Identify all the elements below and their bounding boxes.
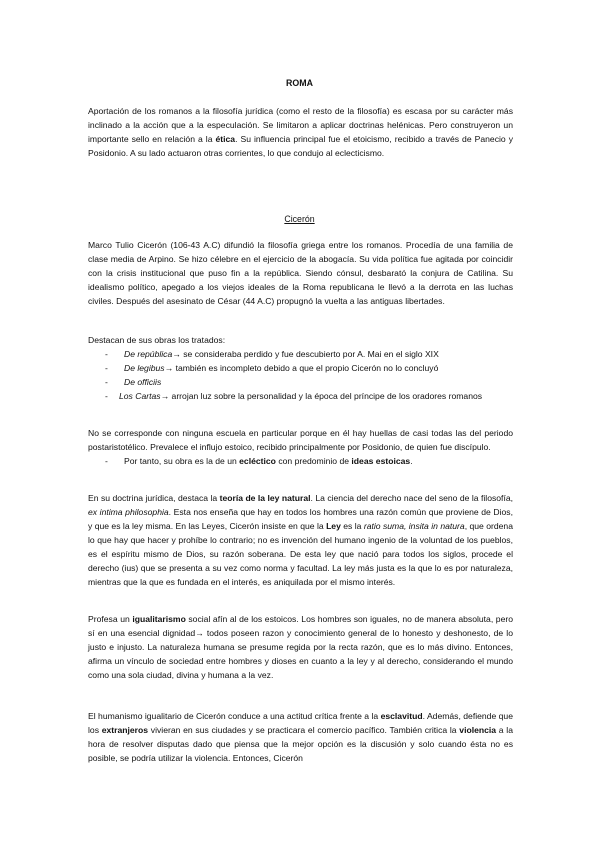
- work-description: arrojan luz sobre la personalidad y la época del príncipe de los oradores romanos: [169, 391, 483, 401]
- law-text: . Esta nos enseña que hay en todos los hombres una razón común que proviene de Dios, y que es la ley misma. En las Leyes, Cicerón insiste en que la: [88, 507, 513, 531]
- works-list: [88, 347, 513, 403]
- eclectic-keyword: ecléctico: [239, 456, 276, 466]
- list-item: [88, 375, 513, 389]
- equality-keyword: igualitarismo: [132, 614, 186, 624]
- works-intro: Destacan de sus obras los tratados:: [88, 335, 226, 345]
- work-description: se consideraba perdido y fue descubierto por A. Mai en el siglo XIX: [180, 349, 439, 359]
- equality-text: Profesa un: [88, 614, 133, 624]
- section-title: Cicerón: [284, 214, 315, 224]
- work-title: De legibus: [124, 363, 165, 373]
- ethics-keyword: ética: [215, 134, 236, 144]
- law-text: , que ordena lo que hay que hacer y prohíbe lo contrario; no es invención del humano ingenio de la voluntad de los pueblos, es el espíritu mismo de Dios, su razón soberana. De esta ley que nació para todos los siglos, procede el derecho (ius) que se presenta a su vez como norma y facultad. La ley más justa es la que lo es por naturaleza, mientras que la que es fundada en el interés, es aniquilada por el mismo interés.: [88, 521, 513, 587]
- list-item: [88, 361, 513, 375]
- work-title: De officiis: [124, 377, 162, 387]
- arrow-icon: →: [172, 349, 181, 359]
- works-section: [88, 333, 513, 403]
- bio-text: Marco Tulio Cicerón (106-43 A.C) difundió la filosofía griega entre los romanos. Procedía de una familia de clase media de Arpino. Se hizo célebre en el ejercicio de la abogacía. Su vida política fue agitada por coincidir con la crisis institucional que puso fin a la república. Siendo cónsul, desbarató la conjura de Catilina. Su idealismo político, apegado a los viejos ideales de la Roma republicana le llevó a la derrota en las luchas civiles. Después del asesinato de César (44 A.C) propugnó la vuelta a las antiguas libertades.: [88, 240, 513, 306]
- latin-phrase: ex intima philosophia: [88, 507, 169, 517]
- list-item: [88, 347, 513, 361]
- law-text: . La ciencia del derecho nace del seno de la filosofía,: [310, 493, 513, 503]
- equality-text: social afín al de los estoicos. Los hombres son iguales, no de manera absoluta, pero sí en una esencial dignidad: [88, 614, 513, 638]
- humanism-text: vivieran en sus ciudades y se practicara el comercio pacífico. También critica la: [148, 725, 460, 735]
- work-description: también es incompleto debido a que el propio Cicerón no lo concluyó: [173, 363, 439, 373]
- list-item: [88, 454, 513, 468]
- law-text: es la: [340, 521, 364, 531]
- school-text: No se corresponde con ninguna escuela en particular porque en él hay huellas de casi todas las del periodo postaristotélico. Prevalece el influjo estoico, recibido principalmente por Posidonio, de quien fue discípulo.: [88, 428, 513, 452]
- humanism-paragraph: [88, 709, 513, 765]
- eclectic-text: .: [410, 456, 413, 466]
- natural-law-keyword: teoría de la ley natural: [219, 493, 311, 503]
- page-title: ROMA: [286, 78, 313, 88]
- intro-paragraph: [88, 104, 513, 160]
- law-paragraph: [88, 491, 513, 589]
- intro-text-end: . Su influencia principal fue el etoicismo, recibido a través de Panecio y Posidonio. A su lado actuaron otras corrientes, lo que condujo al eclecticismo.: [88, 134, 513, 158]
- latin-phrase: ratio suma, insita in natura: [363, 521, 465, 531]
- list-item: [88, 389, 513, 403]
- stoic-keyword: ideas estoicas: [351, 456, 411, 466]
- work-title: De república: [124, 349, 173, 359]
- law-keyword: Ley: [326, 521, 341, 531]
- arrow-icon: →: [195, 628, 204, 638]
- foreigners-keyword: extranjeros: [101, 725, 149, 735]
- slavery-keyword: esclavitud: [380, 711, 423, 721]
- intro-text-start: Aportación de los romanos a la filosofía jurídica (como el resto de la filosofía) es escasa por su carácter más inclinado a la acción que a la especulación. Se limitaron a aplicar doctrinas helénicas. Pero construyeron un importante sello en relación a la: [88, 106, 513, 144]
- eclectic-text: Por tanto, su obra es la de un: [124, 456, 240, 466]
- school-list: [88, 454, 513, 468]
- humanism-text: a la hora de resolver disputas dado que piensa que la mejor opción es la discusión y solo cuando ésta no es posible, se podría utilizar la violencia. Entonces, Cicerón: [88, 725, 513, 763]
- humanism-text: El humanismo igualitario de Cicerón conduce a una actitud crítica frente a la: [88, 711, 381, 721]
- school-section: [88, 426, 513, 468]
- eclectic-text: con predominio de: [275, 456, 352, 466]
- bio-paragraph: [88, 238, 513, 308]
- law-text: En su doctrina jurídica, destaca la: [88, 493, 220, 503]
- humanism-text: . Además, defiende que los: [88, 711, 513, 735]
- work-title: Los Cartas: [119, 391, 161, 401]
- violence-keyword: violencia: [459, 725, 497, 735]
- equality-paragraph: [88, 612, 513, 682]
- arrow-icon: →: [164, 363, 174, 373]
- equality-text: todos poseen razon y conocimiento general de lo honesto y deshonesto, de lo justo e injusto. La naturaleza humana se presume regida por la recta razón, que es lo más divino. Entonces, afirma un vínculo de sociedad entre hombres y dioses en cuanto a la ley y al derecho, considerando el mundo como una sola ciudad, divina y humana a la vez.: [88, 628, 513, 680]
- arrow-icon: →: [160, 391, 170, 401]
